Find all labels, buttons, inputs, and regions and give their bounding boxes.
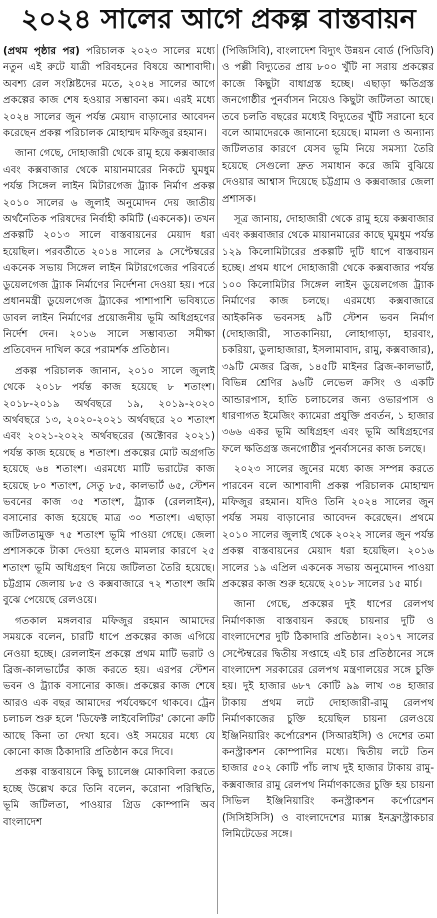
continuation-kicker: (প্রথম পৃষ্ঠার পর) <box>3 46 80 57</box>
column-divider <box>217 44 218 914</box>
article-paragraph: জানা গেছে, দোহাজারী থেকে রামু হয়ে কক্সবাজার এবং কক্সবাজার থেকে মায়ানমারের নিকটে ঘুমধুম পর্যন্ত সিঙ্গেল লাইন মিটারগেজ ট্র্যাক নির্মাণ প্রকল্প ২০১০ সালের ৬ জুলাই অনুমোদন দেয় জাতীয় অর্থনৈতিক পরিষদের নির্বাহী কমিটি (একনেক)। তখন প্রকল্পটি ২০১৩ সালে বাস্তবায়নের মেয়াদ ধরা হয়েছিল। পরবর্তীতে ২০১৪ সালের ৯ সেপ্টেম্বরের একনেক সভায় সিঙ্গেল লাইন মিটারগেজের পরিবর্তে ডুয়েলগেজ ট্র্যাক নির্মাণের নির্দেশনা দেওয়া হয়। পরে প্রধানমন্ত্রী ডুয়েলগেজ ট্র্যাকের পাশাপাশি ভবিষ্যতে ডাবল লাইন নির্মাণের প্রয়োজনীয় ভূমি অধিগ্রহণের নির্দেশ দেন। ২০১৬ সালে সম্ভাব্যতা সমীক্ষা প্রতিবেদন দাখিল করে পরামর্শক প্রতিষ্ঠান। <box>3 148 215 357</box>
paragraph-text: পরিচালক ২০২৩ সালের মধ্যে নতুন এই রুটে যাত্রী পরিবহনের বিষয়ে আশাবাদী। অবশ্য রেল সংশ্লিষ্টদের মতে, ২০২৪ সালের আগে প্রকল্পের কাজ শেষ হওয়ার সম্ভাবনা কম। এরই মধ্যে ২০২৪ সালের জুন পর্যন্ত মেয়াদ বাড়ানোর আবেদন করেছেন প্রকল্প পরিচালক মোহাম্মদ মফিজুর রহমান। <box>3 46 215 140</box>
article-column-left <box>3 44 215 916</box>
article-paragraph: জানা গেছে, প্রকল্পের দুই ধাপের রেলপথ নির্মাণকাজ বাস্তবায়ন করছে চায়নার দুটি ও বাংলাদেশের দুটি ঠিকাদারি প্রতিষ্ঠান। ২০১৭ সালের সেপ্টেম্বরের দ্বিতীয় সপ্তাহে এই চার প্রতিষ্ঠানের সঙ্গে বাংলাদেশ সরকারের রেলপথ মন্ত্রণালয়ের সঙ্গে চুক্তি হয়। দুই হাজার ৬৮৭ কোটি ৯৯ লাখ ৩৪ হাজার টাকায় প্রথম লটে দোহাজারী-রামু রেলপথ নির্মাণকাজের চুক্তি হয়েছিল চায়না রেলওয়ে ইঞ্জিনিয়ারিং কর্পোরেশন (সিআরইসি) ও দেশের তমা কনস্ট্রাকশন কোম্পানির মধ্যে। দ্বিতীয় লটে তিন হাজার ৫০২ কোটি পাঁচ লাখ দুই হাজার টাকায় রামু-কক্সবাজার রামু রেলপথ নির্মাণকাজের চুক্তি হয় চায়না সিভিল ইঞ্জিনিয়ারিং কনস্ট্রাকশন কর্পোরেশন (সিসিইসিসি) ও বাংলাদেশের ম্যাক্স ইনফ্রাস্ট্রাকচার লিমিটেডের সঙ্গে। <box>222 599 434 841</box>
article-paragraph: প্রকল্প পরিচালক জানান, ২০১০ সালে জুলাই থেকে ২০১৮ পর্যন্ত কাজ হয়েছে ৮ শতাংশ। ২০১৮-২০১৯ অর্থবছরে ১৯, ২০১৯-২০২০ অর্থবছরে ১৩, ২০২০-২০২১ অর্থবছরে ২০ শতাংশ এবং ২০২১-২০২২ অর্থবছরের (অক্টোবর ২০২১) পর্যন্ত কাজ হয়েছে ৪ শতাংশ। প্রকল্পের মোট অগ্রগতি হয়েছে ৬৪ শতাংশ। এরমধ্যে মাটি ভরাটের কাজ হয়েছে ৮০ শতাংশ, সেতু ৮৫, কালভার্ট ৬৫, স্টেশন ভবনের কাজ ৩৫ শতাংশ, ট্র্যাক (রেললাইন), বসানোর কাজ হয়েছে মাত্র ৩০ শতাংশ। এছাড়া জটিলতামুক্ত ৭৫ শতাংশ ভূমি পাওয়া গেছে। জেলা প্রশাসককে টাকা দেওয়া হলেও মামলার কারণে ২৫ শতাংশ ভূমি অধিগ্রহণ নিয়ে জটিলতা তৈরি হয়েছে। চট্টগ্রাম জেলায় ৮৫ ও কক্সবাজারে ৭২ শতাংশ জমি বুঝে পেয়েছে রেলওয়ে। <box>3 365 215 607</box>
article-paragraph: গতকাল মঙ্গলবার মফিজুর রহমান আমাদের সময়কে বলেন, চারটি ধাপে প্রকল্পের কাজ এগিয়ে নেওয়া হচ্ছে। রেললাইন প্রকল্পে প্রথম মাটি ভরাট ও ব্রিজ-কালভার্টের কাজ করতে হয়। এরপর স্টেশন ভবন ও ট্র্যাক বসানোর কাজ। প্রকল্পের কাজ শেষে আরও এক বছর আমাদের পর্যবেক্ষণে থাকবে। ট্রেন চলাচল শুরু হলে 'ডিফেক্ট লাইবেলিটির' কোনো ক্রটি আছে কিনা তা দেখা হবে। ওই সময়ের মধ্যে যে কোনো কাজ ঠিকাদারি প্রতিষ্ঠান করে দিবে। <box>3 615 215 759</box>
article-paragraph: সূত্র জানায়, দোহাজারী থেকে রামু হয়ে কক্সবাজার এবং কক্সবাজার থেকে মায়ানমারের কাছে ঘুমধুম পর্যন্ত ১২৯ কিলোমিটারের প্রকল্পটি দুটি ধাপে বাস্তবায়ন হচ্ছে। প্রথম ধাপে দোহাজারী থেকে কক্সবাজার পর্যন্ত ১০০ কিলোমিটার সিঙ্গেল লাইন ডুয়েলগেজ ট্র্যাক নির্মাণের কাজ চলছে। এরমধ্যে কক্সবাজারে আইকনিক ভবনসহ ৯টি স্টেশন ভবন নির্মাণ (দোহাজারী, সাতকানিয়া, লোহাগাড়া, হারবাং, চকরিয়া, ডুলাহাজারা, ইসলামাবাদ, রামু, কক্সবাজার), ৩৯টি মেজর ব্রিজ, ১৪৫টি মাইনর ব্রিজ-কালভার্ট, বিভিন্ন শ্রেণির ৯৬টি লেভেল ক্রসিং ও একটি আন্ডারপাস, হাতি চলাচলের জন্য ওভারপাস ও ধারণাগত ইমেজিং ক্যামেরা প্রযুক্তি প্রবর্তন, ১ হাজার ৩৬৬ একর ভূমি অধিগ্রহণ এবং ভূমি অধিগ্রহণের ফলে ক্ষতিগ্রস্ত জনগোষ্ঠীর পুনর্বাসনের কাজ চলছে। <box>222 214 434 455</box>
article-column-right <box>222 44 434 916</box>
article-paragraph: প্রকল্প বাস্তবায়নে কিছু চ্যালেঞ্জ মোকাবিলা করতে হচ্ছে উল্লেখ করে তিনি বলেন, করোনা পরিস্থিতি, ভূমি জটিলতা, পাওয়ার গ্রিড কোম্পানি অব বাংলাদেশ <box>3 767 215 828</box>
article-paragraph: (পিজিসিবি), বাংলাদেশ বিদ্যুৎ উন্নয়ন বোর্ড (পিডিবি) ও পল্লী বিদ্যুতের প্রায় ৮০০ খুঁটি না সরায় প্রকল্পের কাজে কিছুটা বাধাগ্রস্ত হচ্ছে। এছাড়া ক্ষতিগ্রস্ত জনগোষ্ঠীর পুনর্বাসন নিয়েও কিছুটা জটিলতা আছে। তবে চলতি বছরের মধ্যেই বিদ্যুতের খুঁটি সরানো হবে বলে আমাদেরকে জানানো হয়েছে। মামলা ও অন্যান্য জটিলতার কারণে যেসব ভূমি নিয়ে সমস্যা তৈরি হয়েছে সেগুলো দ্রুত সমাধান করে জমি বুঝিয়ে দেওয়ার আশ্বাস দিয়েছে চট্টগ্রাম ও কক্সবাজার জেলা প্রশাসক। <box>222 46 434 205</box>
article-paragraph: ২০২৩ সালের জুনের মধ্যে কাজ সম্পন্ন করতে পারবেন বলে আশাবাদী প্রকল্প পরিচালক মোহাম্মদ মফিজুর রহমান। যদিও তিনি ২০২৪ সালের জুন পর্যন্ত সময় বাড়ানোর আবেদন করেছেন। প্রথমে ২০১০ সালের জুলাই থেকে ২০২২ সালের জুন পর্যন্ত প্রকল্প বাস্তবায়নের মেয়াদ ধরা হয়েছিল। ২০১৬ সালের ১৯ এপ্রিল একনেক সভায় অনুমোদন পাওয়া প্রকল্পের কাজ শুরু হয়েছে ২০১৮ সালের ১৫ মার্চ। <box>222 464 434 590</box>
headline: ২০২৪ সালের আগে প্রকল্প বাস্তবায়ন <box>21 4 416 35</box>
article-paragraph <box>3 44 215 142</box>
